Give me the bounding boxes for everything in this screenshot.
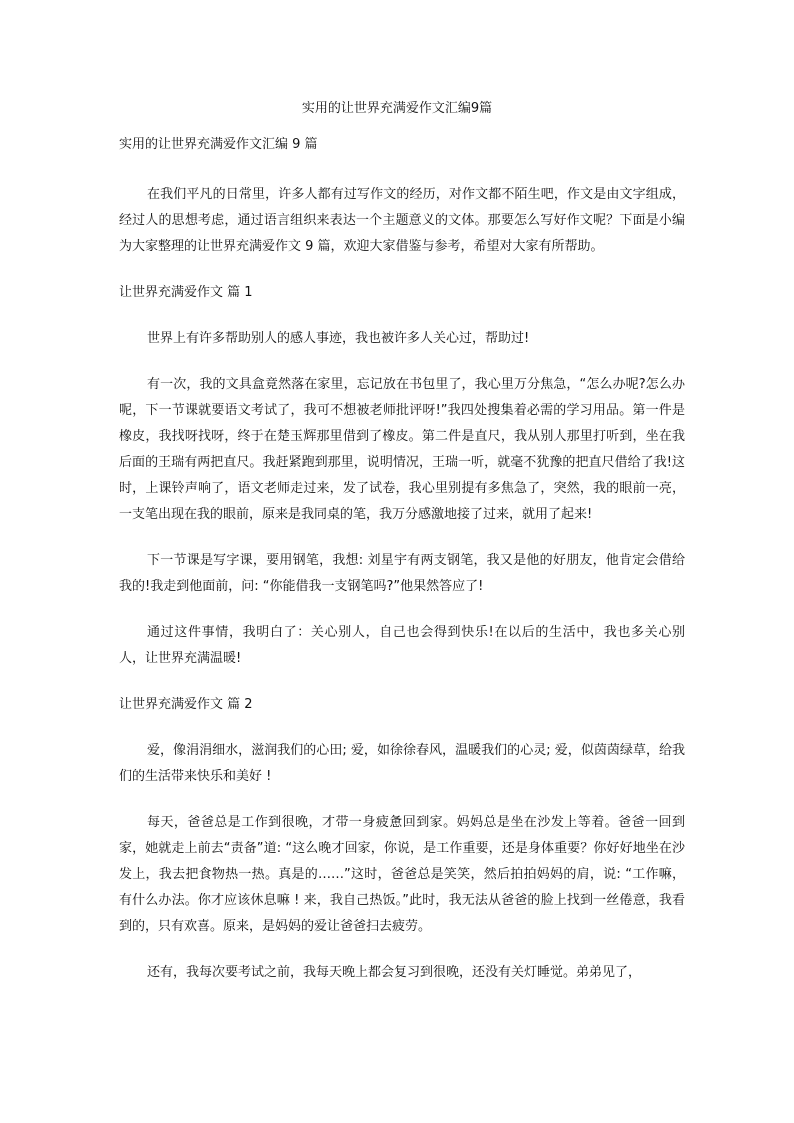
intro-paragraph: 在我们平凡的日常里，许多人都有过写作文的经历，对作文都不陌生吧，作文是由文字组成，经过人的思想考虑，通过语言组织来表达一个主题意义的文体。那要怎么写好作文呢？下面是小编为大家整理的让世界充满爱作文 9 篇，欢迎大家借鉴与参考，希望对大家有所帮助。 [119,187,685,254]
essay-1-paragraph-3: 下一节课是写字课，要用钢笔，我想: 刘星宇有两支钢笔，我又是他的好朋友，他肯定会借给我的!我走到他面前，问: “你能借我一支钢笔吗?”他果然答应了! [119,553,685,594]
essay-1-paragraph-2: 有一次，我的文具盒竟然落在家里，忘记放在书包里了，我心里万分焦急，“怎么办呢?怎么办呢，下一节课就要语文考试了，我可不想被老师批评呀!”我四处搜集着必需的学习用品。第一件是橡皮，我找呀找呀，终于在楚玉辉那里借到了橡皮。第二件是直尺，我从别人那里打听到，坐在我后面的王瑞有两把直尺。我赶紧跑到那里，说明情况，王瑞一听，就毫不犹豫的把直尺借给了我!这时，上课铃声响了，语文老师走过来，发了试卷，我心里别提有多焦急了，突然，我的眼前一亮，一支笔出现在我的眼前，原来是我同桌的笔，我万分感激地接了过来，就用了起来! [119,377,685,522]
essay-heading-1: 让世界充满爱作文 篇 1 [119,285,253,300]
essay-1-paragraph-4: 通过这件事情，我明白了：关心别人，自己也会得到快乐!在以后的生活中，我也多关心别人，让世界充满温暖! [119,625,685,666]
document-title: 实用的让世界充满爱作文汇编9篇 [301,101,493,116]
essay-2-paragraph-1: 爱，像涓涓细水，滋润我们的心田; 爱，如徐徐春风，温暖我们的心灵; 爱，似茵茵绿草，给我们的生活带来快乐和美好 ! [119,743,685,784]
essay-1-paragraph-1: 世界上有许多帮助别人的感人事迹，我也被许多人关心过，帮助过! [147,331,530,346]
essay-2-paragraph-2: 每天，爸爸总是工作到很晚，才带一身疲惫回到家。妈妈总是坐在沙发上等着。爸爸一回到家，她就走上前去“责备”道: “这么晚才回家，你说，是工作重要，还是身体重要？你好好地坐在沙发上，我去把食物热一热。真是的……”这时，爸爸总是笑笑，然后拍拍妈妈的肩，说: “工作嘛，有什么办法。你才应该休息嘛 ! 来，我自己热饭。”此时，我无法从爸爸的脸上找到一丝倦意，我看到的，只有欢喜。原来，是妈妈的爱让爸爸扫去疲劳。 [119,815,685,934]
essay-heading-2: 让世界充满爱作文 篇 2 [119,697,253,712]
document-subtitle: 实用的让世界充满爱作文汇编 9 篇 [119,137,318,152]
document-body [119,182,685,986]
essay-2-paragraph-3: 还有，我每次要考试之前，我每天晚上都会复习到很晚，还没有关灯睡觉。弟弟见了， [147,965,642,980]
